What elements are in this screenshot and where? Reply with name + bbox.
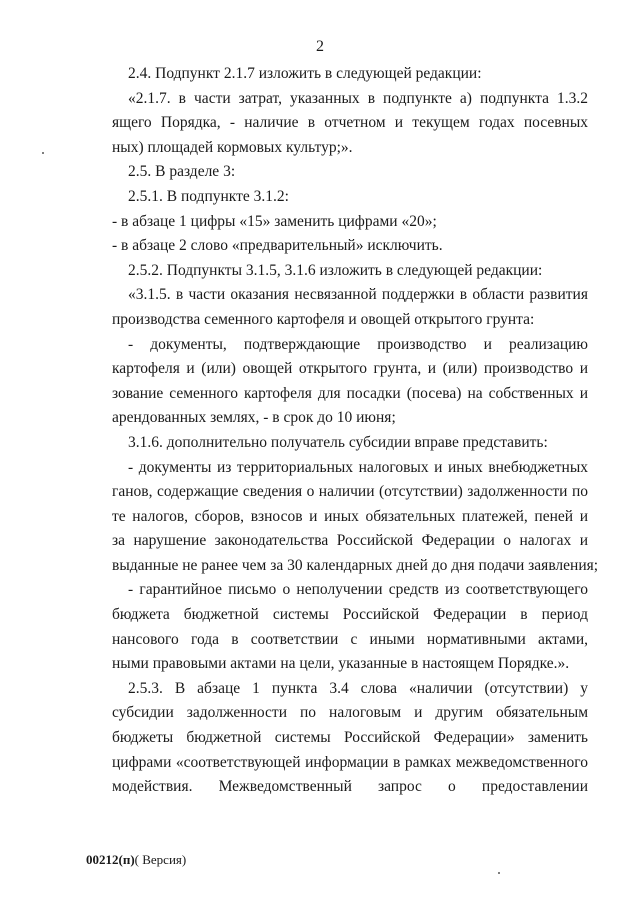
- paragraph-line: - гарантийное письмо о неполучении средств из соответствующего: [128, 581, 588, 599]
- paragraph-line: 2.5.3. В абзаце 1 пункта 3.4 слова «наличии (отсутствии) у: [128, 679, 588, 697]
- paragraph-line: выданные не ранее чем за 30 календарных дней до дня подачи заявления;: [112, 556, 599, 574]
- paragraph-line: - в абзаце 2 слово «предварительный» исключить.: [112, 237, 443, 255]
- paragraph-line: - документы из территориальных налоговых и иных внебюджетных: [128, 458, 588, 476]
- paragraph-line: 2.4. Подпункт 2.1.7 изложить в следующей редакции:: [128, 65, 482, 82]
- scan-artifact: [498, 872, 500, 874]
- paragraph-line: «3.1.5. в части оказания несвязанной поддержки в области развития: [128, 286, 588, 304]
- paragraph-line: - документы, подтверждающие производство и реализацию: [128, 335, 588, 353]
- version-label: ( Версия): [134, 852, 187, 867]
- paragraph-line: модействия. Межведомственный запрос о предоставлении: [112, 778, 588, 796]
- paragraph-line: «2.1.7. в части затрат, указанных в подпункте а) подпункта 1.3.2: [128, 89, 588, 107]
- document-footer: [86, 852, 186, 868]
- page-number: 2: [316, 38, 324, 55]
- paragraph-line: бюджета бюджетной системы Российской Федерации в период: [112, 606, 588, 624]
- paragraph-line: 2.5.2. Подпункты 3.1.5, 3.1.6 изложить в следующей редакции:: [128, 261, 543, 279]
- paragraph-line: за нарушение законодательства Российской Федерации о налогах и: [112, 532, 588, 550]
- paragraph-line: картофеля и (или) овощей открытого грунта, и (или) производство и: [112, 360, 588, 378]
- paragraph-line: 3.1.6. дополнительно получатель субсидии вправе представить:: [128, 433, 548, 451]
- paragraph-line: бюджеты бюджетной системы Российской Федерации» заменить: [112, 729, 588, 747]
- paragraph-line: ганов, содержащие сведения о наличии (отсутствии) задолженности по: [112, 483, 588, 501]
- paragraph-line: ными правовыми актами на цели, указанные в настоящем Порядке.».: [112, 655, 570, 673]
- paragraph-line: ных) площадей кормовых культур;».: [112, 138, 353, 156]
- paragraph-line: ящего Порядка, - наличие в отчетном и текущем годах посевных: [112, 114, 588, 132]
- document-code: 00212(п): [86, 852, 135, 867]
- paragraph-line: арендованных землях, - в срок до 10 июня;: [112, 409, 396, 427]
- scan-artifact: [42, 152, 44, 154]
- paragraph-line: 2.5.1. В подпункте 3.1.2:: [128, 187, 289, 205]
- paragraph-line: субсидии задолженности по налоговым и другим обязательным: [112, 704, 588, 722]
- paragraph-line: нансового года в соответствии с иными нормативными актами,: [112, 630, 588, 648]
- paragraph-line: производства семенного картофеля и овощей открытого грунта:: [112, 310, 535, 328]
- paragraph-line: те налогов, сборов, взносов и иных обязательных платежей, пеней и: [112, 507, 588, 525]
- paragraph-line: цифрами «соответствующей информации в рамках межведомственного: [112, 753, 588, 771]
- paragraph-line: зование семенного картофеля для посадки (посева) на собственных и: [112, 384, 588, 402]
- paragraph-line: - в абзаце 1 цифры «15» заменить цифрами «20»;: [112, 212, 437, 230]
- document-body: [112, 62, 599, 800]
- paragraph-line: 2.5. В разделе 3:: [128, 163, 236, 181]
